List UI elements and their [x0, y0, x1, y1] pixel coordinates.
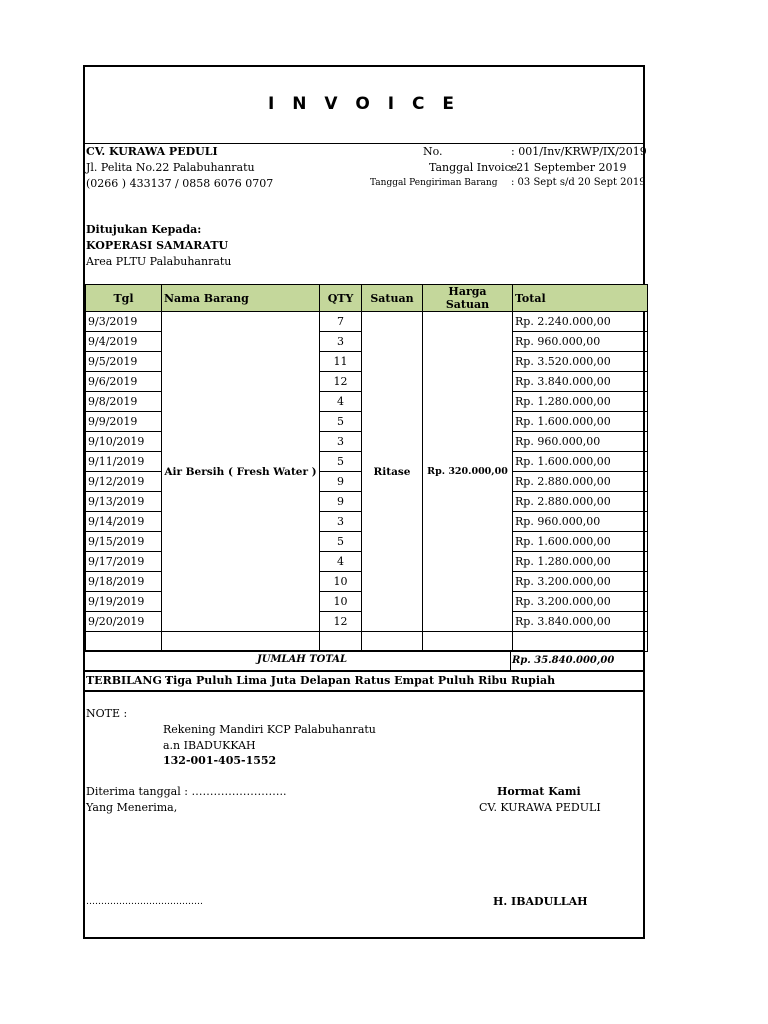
- items-table: [85, 284, 648, 652]
- empty-cell: [320, 632, 362, 652]
- row-date: 9/3/2019: [86, 312, 162, 332]
- col-header-unit-price: Harga Satuan: [423, 285, 513, 312]
- row-total: Rp. 1.280.000,00: [513, 392, 648, 412]
- row-total: Rp. 1.600.000,00: [513, 412, 648, 432]
- row-total: Rp. 3.200.000,00: [513, 592, 648, 612]
- table-header-row: [86, 285, 648, 312]
- row-date: 9/4/2019: [86, 332, 162, 352]
- row-qty: 5: [320, 532, 362, 552]
- row-date: 9/18/2019: [86, 572, 162, 592]
- divider: [510, 650, 511, 671]
- table-body: [86, 312, 648, 652]
- invoice-date-value: : 21 September 2019: [509, 161, 627, 174]
- row-total: Rp. 3.520.000,00: [513, 352, 648, 372]
- ship-date-label: Tanggal Pengiriman Barang: [370, 178, 498, 188]
- row-date: 9/14/2019: [86, 512, 162, 532]
- row-qty: 9: [320, 472, 362, 492]
- received-date: Diterima tanggal : ……………………..: [86, 785, 287, 798]
- row-qty: 3: [320, 332, 362, 352]
- total-in-words: Tiga Puluh Lima Juta Delapan Ratus Empat Puluh Ribu Rupiah: [165, 674, 556, 687]
- col-header-date: Tgl: [86, 285, 162, 312]
- row-qty: 12: [320, 612, 362, 632]
- note-label: NOTE :: [86, 707, 128, 720]
- row-qty: 3: [320, 432, 362, 452]
- row-total: Rp. 1.600.000,00: [513, 532, 648, 552]
- company-address: Jl. Pelita No.22 Palabuhanratu: [86, 161, 255, 174]
- row-total: Rp. 2.240.000,00: [513, 312, 648, 332]
- row-qty: 9: [320, 492, 362, 512]
- total-label: JUMLAH TOTAL: [257, 654, 348, 665]
- unit-price-cell: Rp. 320.000,00: [423, 312, 513, 632]
- row-total: Rp. 1.600.000,00: [513, 452, 648, 472]
- receiver-label: Yang Menerima,: [86, 801, 178, 814]
- divider: [85, 690, 643, 692]
- divider: [85, 650, 643, 652]
- row-date: 9/20/2019: [86, 612, 162, 632]
- regards-label: Hormat Kami: [497, 785, 581, 798]
- row-total: Rp. 2.880.000,00: [513, 492, 648, 512]
- receiver-signature-line: …………………………………: [86, 897, 203, 907]
- empty-cell: [423, 632, 513, 652]
- bank-name: Rekening Mandiri KCP Palabuhanratu: [163, 723, 376, 736]
- company-phone: (0266 ) 433137 / 0858 6076 0707: [86, 177, 274, 190]
- company-name: CV. KURAWA PEDULI: [86, 145, 218, 158]
- row-date: 9/10/2019: [86, 432, 162, 452]
- unit-cell: Ritase: [362, 312, 423, 632]
- row-qty: 7: [320, 312, 362, 332]
- total-value: Rp. 35.840.000,00: [512, 655, 615, 666]
- row-total: Rp. 960.000,00: [513, 332, 648, 352]
- row-total: Rp. 960.000,00: [513, 432, 648, 452]
- recipient-name: KOPERASI SAMARATU: [86, 239, 229, 252]
- row-date: 9/15/2019: [86, 532, 162, 552]
- row-total: Rp. 3.840.000,00: [513, 612, 648, 632]
- row-total: Rp. 3.840.000,00: [513, 372, 648, 392]
- row-date: 9/9/2019: [86, 412, 162, 432]
- row-total: Rp. 3.200.000,00: [513, 572, 648, 592]
- row-date: 9/17/2019: [86, 552, 162, 572]
- col-header-total: Total: [513, 285, 648, 312]
- empty-cell: [513, 632, 648, 652]
- row-date: 9/5/2019: [86, 352, 162, 372]
- row-date: 9/6/2019: [86, 372, 162, 392]
- recipient-heading: Ditujukan Kepada:: [86, 223, 202, 236]
- row-qty: 5: [320, 452, 362, 472]
- row-date: 9/12/2019: [86, 472, 162, 492]
- row-qty: 10: [320, 592, 362, 612]
- row-date: 9/8/2019: [86, 392, 162, 412]
- table-row-empty: [86, 632, 648, 652]
- row-date: 9/13/2019: [86, 492, 162, 512]
- row-qty: 5: [320, 412, 362, 432]
- empty-cell: [86, 632, 162, 652]
- row-qty: 4: [320, 392, 362, 412]
- row-qty: 3: [320, 512, 362, 532]
- divider: [85, 670, 643, 672]
- divider: [85, 143, 643, 144]
- row-qty: 12: [320, 372, 362, 392]
- row-qty: 10: [320, 572, 362, 592]
- invoice-no-value: : 001/Inv/KRWP/IX/2019: [511, 145, 647, 158]
- signer-name: H. IBADULLAH: [493, 895, 588, 908]
- table-row: [86, 312, 648, 332]
- col-header-qty: QTY: [320, 285, 362, 312]
- row-date: 9/11/2019: [86, 452, 162, 472]
- ship-date-value: : 03 Sept s/d 20 Sept 2019: [511, 177, 646, 188]
- row-total: Rp. 960.000,00: [513, 512, 648, 532]
- col-header-item: Nama Barang: [162, 285, 320, 312]
- row-date: 9/19/2019: [86, 592, 162, 612]
- invoice-title: I N V O I C E: [267, 94, 461, 114]
- invoice-sheet: [83, 65, 645, 939]
- row-qty: 4: [320, 552, 362, 572]
- row-total: Rp. 2.880.000,00: [513, 472, 648, 492]
- empty-cell: [162, 632, 320, 652]
- recipient-location: Area PLTU Palabuhanratu: [86, 255, 232, 268]
- row-total: Rp. 1.280.000,00: [513, 552, 648, 572]
- invoice-date-label: Tanggal Invoice: [429, 161, 518, 174]
- item-name-cell: Air Bersih ( Fresh Water ): [162, 312, 320, 632]
- invoice-no-label: No.: [423, 145, 443, 158]
- account-number: 132-001-405-1552: [163, 754, 277, 767]
- empty-cell: [362, 632, 423, 652]
- row-qty: 11: [320, 352, 362, 372]
- account-holder: a.n IBADUKKAH: [163, 739, 256, 752]
- words-label: TERBILANG :: [86, 674, 170, 687]
- col-header-unit: Satuan: [362, 285, 423, 312]
- signing-company: CV. KURAWA PEDULI: [479, 801, 601, 814]
